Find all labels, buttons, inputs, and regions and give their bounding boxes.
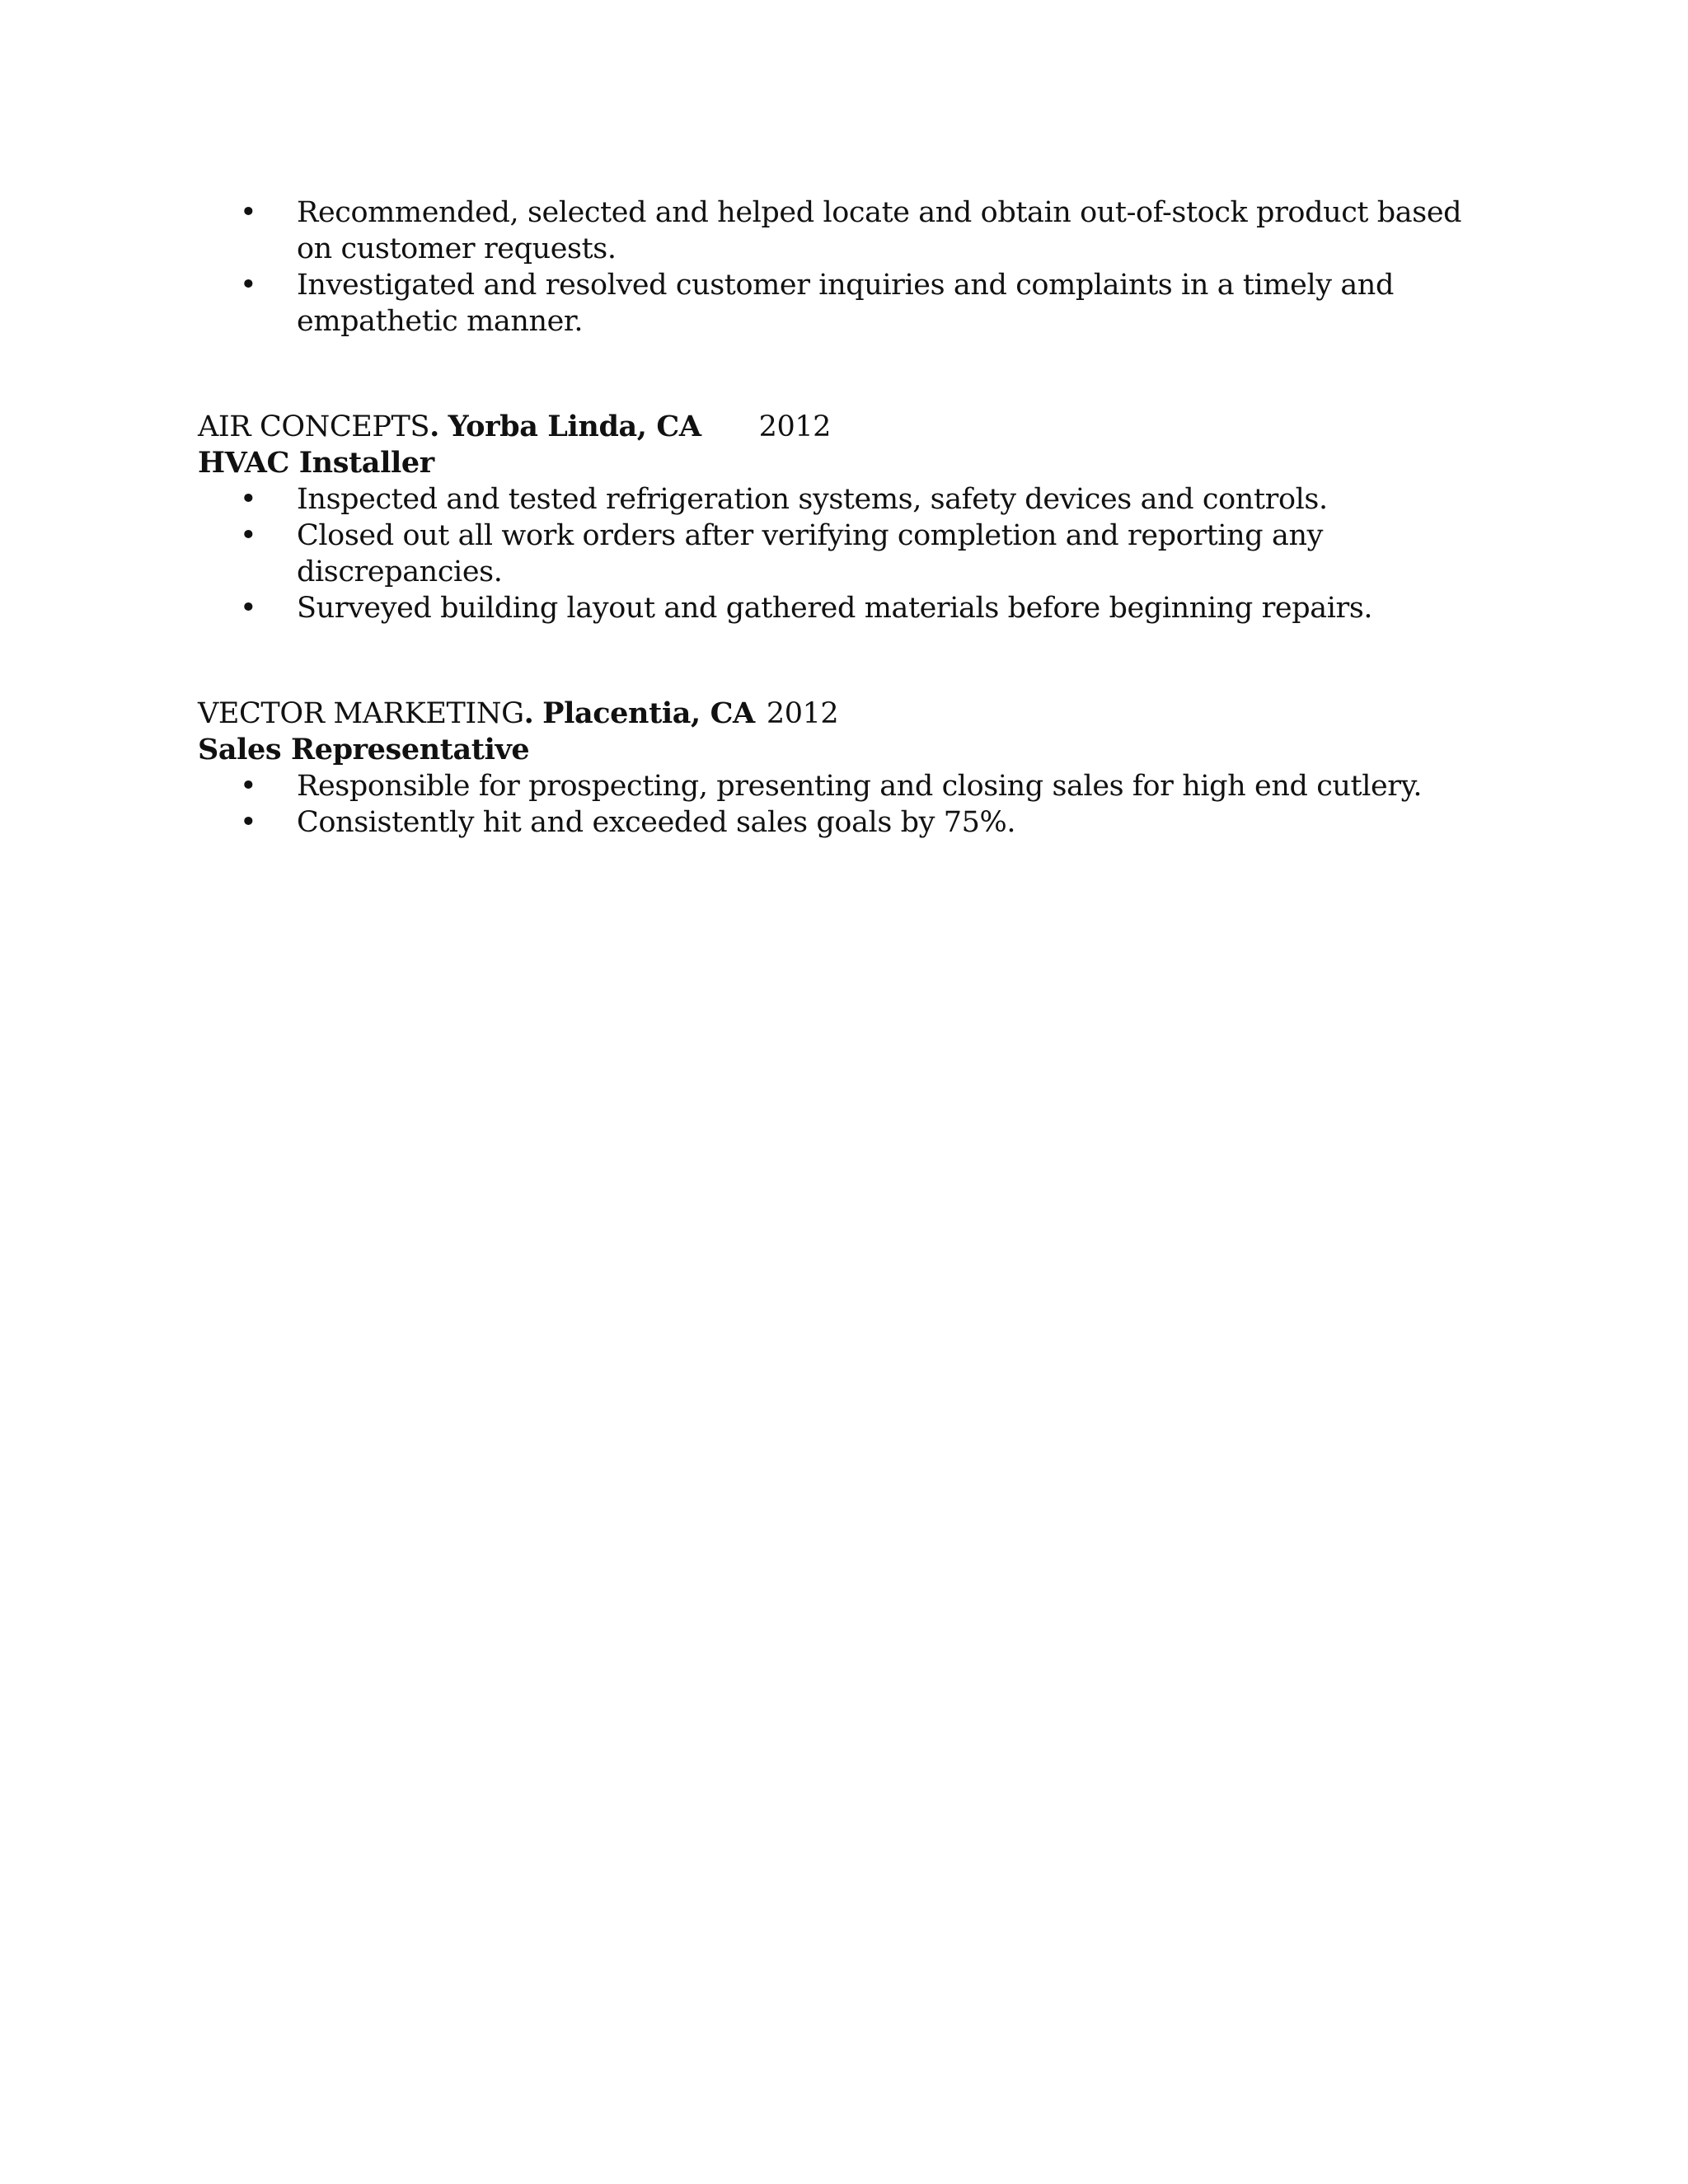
employer-name: VECTOR MARKETING <box>198 697 524 730</box>
bullet-text: Consistently hit and exceeded sales goals by 75%. <box>297 806 1016 839</box>
bullet-text: Inspected and tested refrigeration systems, safety devices and controls. <box>297 483 1328 516</box>
bullet-icon: • <box>240 592 257 625</box>
job-vector-marketing <box>198 696 1484 841</box>
employer-separator: . <box>429 410 439 443</box>
bullet-text: Closed out all work orders after verifying completion and reporting any discrepancies. <box>297 519 1323 588</box>
employer-name: AIR CONCEPTS <box>198 410 430 443</box>
bullet-icon: • <box>240 519 257 552</box>
job-bullet-list <box>198 481 1484 626</box>
list-item <box>240 768 1484 804</box>
job-year: 2012 <box>766 697 839 730</box>
job-location: Placentia, CA <box>542 696 755 730</box>
bullet-text: Responsible for prospecting, presenting and closing sales for high end cutlery. <box>297 770 1423 803</box>
list-item <box>240 267 1484 340</box>
job-bullet-list <box>198 768 1484 841</box>
previous-job-bullet-list <box>198 194 1484 340</box>
bullet-text: Surveyed building layout and gathered materials before beginning repairs. <box>297 592 1373 625</box>
bullet-icon: • <box>240 483 257 516</box>
job-air-concepts <box>198 409 1484 626</box>
list-item <box>240 518 1484 590</box>
list-item <box>240 481 1484 518</box>
bullet-icon: • <box>240 196 257 229</box>
employer-separator: . <box>523 696 534 730</box>
job-year: 2012 <box>758 410 832 443</box>
bullet-text: Investigated and resolved customer inquiries and complaints in a timely and empathetic manner. <box>297 269 1394 338</box>
bullet-icon: • <box>240 806 257 839</box>
resume-content <box>198 194 1484 841</box>
bullet-text: Recommended, selected and helped locate and obtain out-of-stock product based on customer requests. <box>297 196 1462 265</box>
list-item <box>240 804 1484 841</box>
job-header <box>198 696 1484 732</box>
list-item <box>240 590 1484 626</box>
job-title: HVAC Installer <box>198 446 434 480</box>
bullet-icon: • <box>240 269 257 302</box>
list-item <box>240 194 1484 267</box>
job-header <box>198 409 1484 445</box>
job-title: Sales Representative <box>198 733 530 766</box>
job-location: Yorba Linda, CA <box>448 410 701 443</box>
bullet-icon: • <box>240 770 257 803</box>
